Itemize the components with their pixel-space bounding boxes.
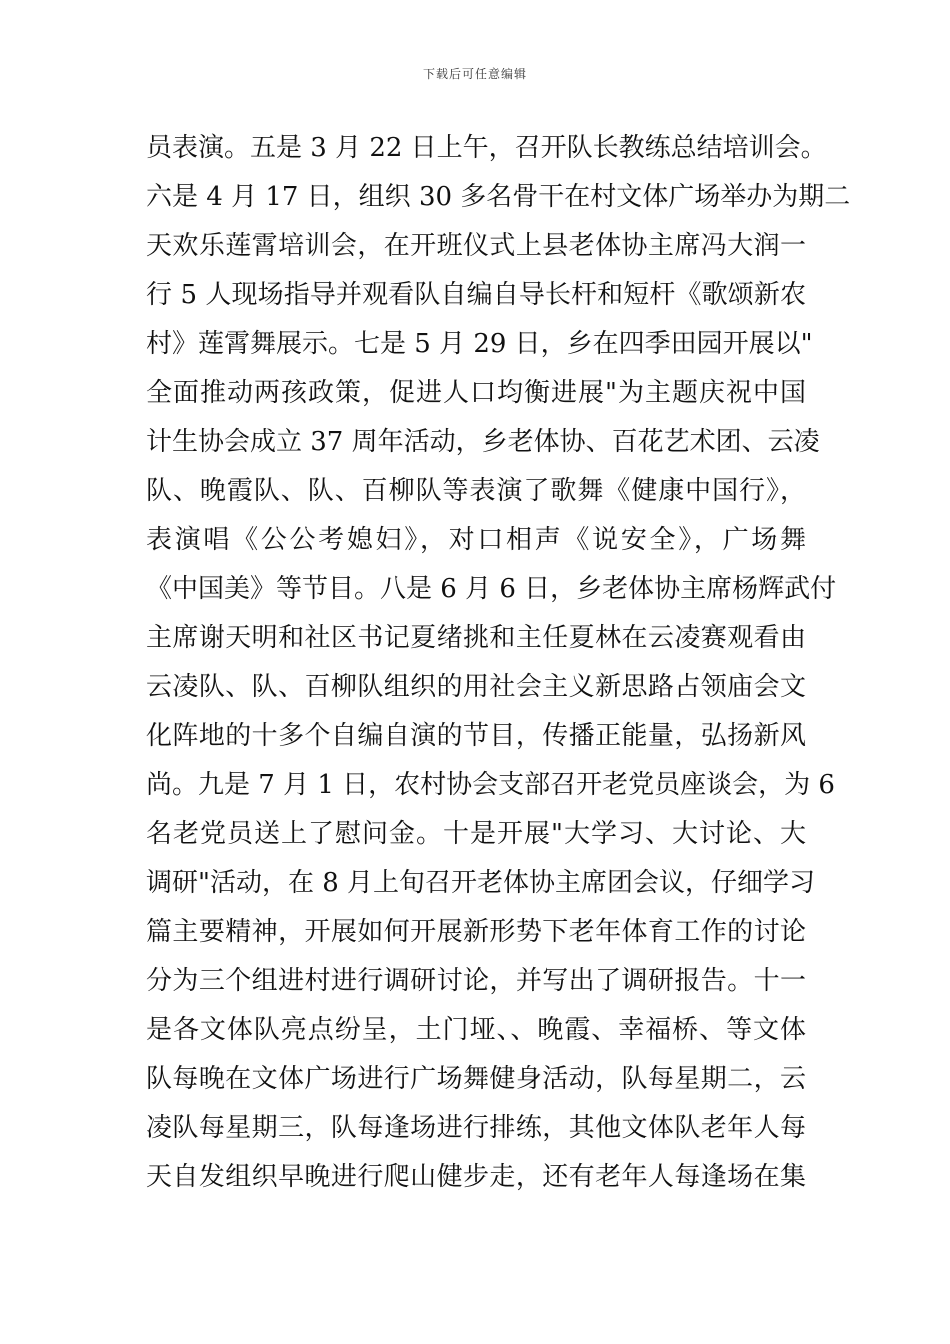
text-line: 尚。九是 7 月 1 日，农村协会支部召开老党员座谈会，为 6 xyxy=(146,770,835,800)
text-line: 化阵地的十多个自编自演的节目，传播正能量，弘扬新风 xyxy=(146,721,806,751)
text-line: 天自发组织早晚进行爬山健步走，还有老年人每逢场在集 xyxy=(146,1162,806,1192)
text-line: 名老党员送上了慰问金。十是开展"大学习、大讨论、大 xyxy=(146,819,806,849)
text-line: 队、晚霞队、队、百柳队等表演了歌舞《健康中国行》， xyxy=(146,476,806,506)
text-line: 计生协会成立 37 周年活动，乡老体协、百花艺术团、云凌 xyxy=(146,427,820,457)
text-line: 凌队每星期三，队每逢场进行排练，其他文体队老年人每 xyxy=(146,1113,806,1143)
text-line: 队每晚在文体广场进行广场舞健身活动，队每星期二，云 xyxy=(146,1064,806,1094)
text-line: 云凌队、队、百柳队组织的用社会主义新思路占领庙会文 xyxy=(146,672,806,702)
text-line: 《中国美》等节目。八是 6 月 6 日，乡老体协主席杨辉武付 xyxy=(146,574,837,604)
page-header-note: 下载后可任意编辑 xyxy=(422,67,527,81)
text-line: 表演唱《公公考媳妇》，对口相声《说安全》，广场舞 xyxy=(146,525,806,555)
text-line: 天欢乐莲霄培训会，在开班仪式上县老体协主席冯大润一 xyxy=(146,231,806,261)
text-line: 主席谢天明和社区书记夏绪挑和主任夏林在云凌赛观看由 xyxy=(146,623,806,653)
document-body xyxy=(146,124,851,1202)
text-line: 全面推动两孩政策，促进人口均衡进展"为主题庆祝中国 xyxy=(146,378,806,408)
text-line: 篇主要精神，开展如何开展新形势下老年体育工作的讨论 xyxy=(146,917,806,947)
text-line: 分为三个组进村进行调研讨论，并写出了调研报告。十一 xyxy=(146,966,806,996)
text-line: 是各文体队亮点纷呈，土门垭、、晚霞、幸福桥、等文体 xyxy=(146,1015,806,1045)
text-line: 调研"活动，在 8 月上旬召开老体协主席团会议，仔细学习 xyxy=(146,868,816,898)
text-line: 行 5 人现场指导并观看队自编自导长杆和短杆《歌颂新农 xyxy=(146,280,806,310)
text-line: 六是 4 月 17 日，组织 30 多名骨干在村文体广场举办为期二 xyxy=(146,182,851,212)
text-line: 员表演。五是 3 月 22 日上午，召开队长教练总结培训会。 xyxy=(146,133,827,163)
text-line: 村》莲霄舞展示。七是 5 月 29 日，乡在四季田园开展以" xyxy=(146,329,813,359)
